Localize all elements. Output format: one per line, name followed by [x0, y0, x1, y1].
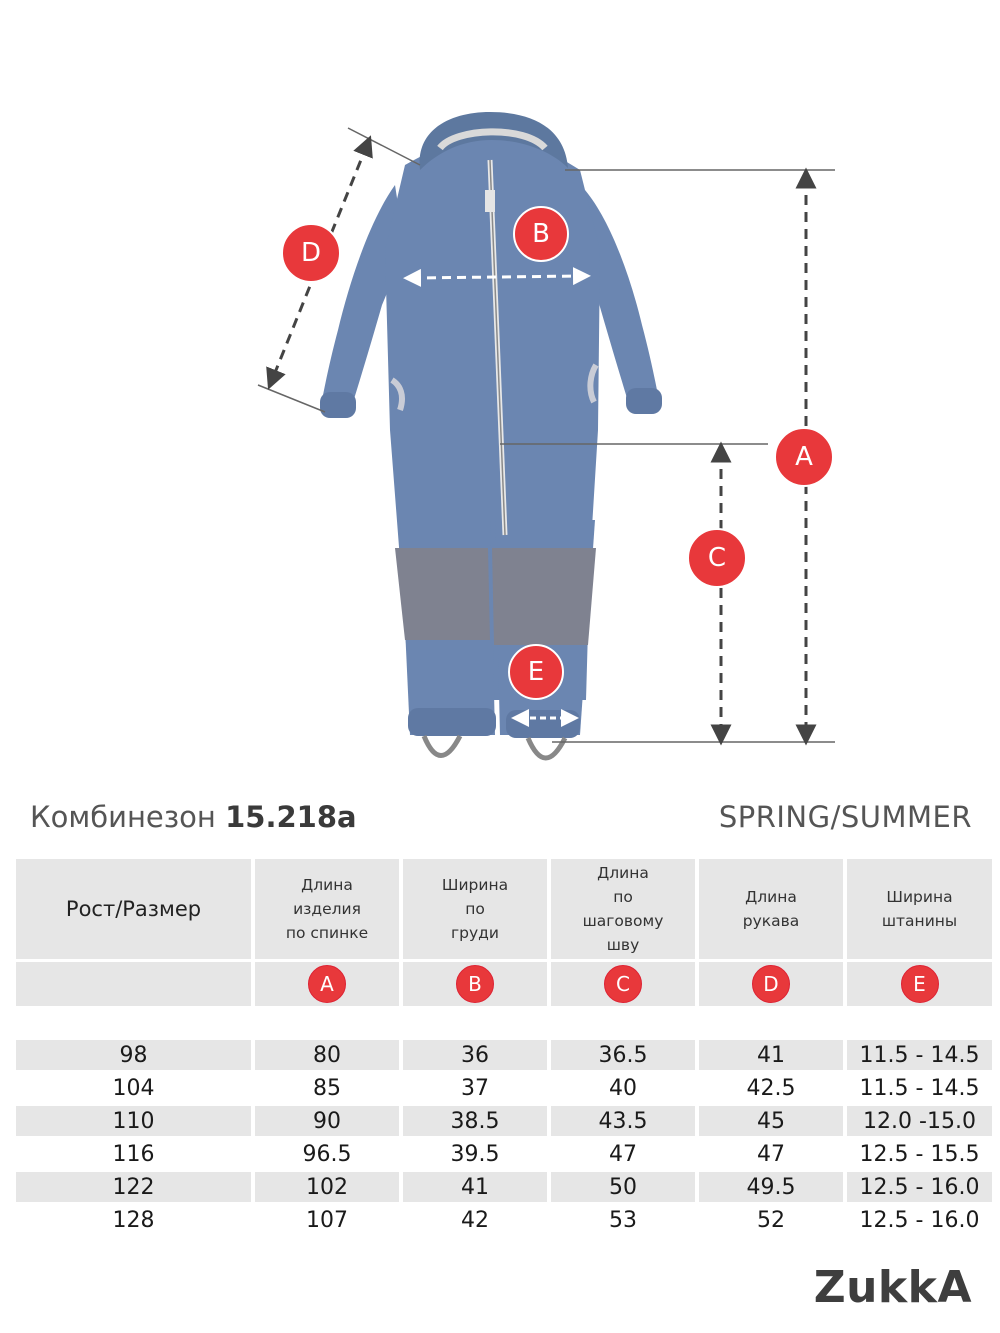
header-sleeve-length: Длина рукава [699, 859, 843, 959]
jumpsuit-illustration [320, 112, 662, 758]
product-name: Комбинезон [30, 800, 216, 834]
product-code: 15.218a [225, 800, 357, 834]
table-row: 122 102 41 50 49.5 12.5 - 16.0 [16, 1172, 992, 1202]
size-chart-table [12, 856, 996, 1238]
letter-badge-b: B [456, 965, 494, 1003]
svg-text:B: B [532, 219, 550, 249]
diagram-badge-d [282, 224, 340, 282]
letter-badge-e: E [901, 965, 939, 1003]
header-leg-width: Ширина штанины [847, 859, 992, 959]
svg-text:C: C [707, 543, 727, 573]
svg-text:E: E [527, 657, 545, 687]
svg-text:A: A [795, 442, 813, 472]
header-back-length: Длина изделия по спинке [255, 859, 399, 959]
letter-badge-c: C [604, 965, 642, 1003]
header-height-size: Рост/Размер [16, 859, 251, 959]
diagram-badge-b [514, 207, 568, 261]
table-letter-row [16, 962, 992, 1006]
table-row: 98 80 36 36.5 41 11.5 - 14.5 [16, 1040, 992, 1070]
brand-logo: ZukkA [813, 1262, 972, 1313]
table-row: 104 85 37 40 42.5 11.5 - 14.5 [112, 1075, 980, 1101]
header-chest-width: Ширина по груди [403, 859, 547, 959]
header-inseam-length: Длина по шаговому шву [551, 859, 695, 959]
diagram-badge-c [688, 529, 746, 587]
product-title [30, 800, 357, 834]
diagram-badge-a [775, 428, 833, 486]
svg-text:D: D [300, 238, 322, 268]
letter-badge-a: A [308, 965, 346, 1003]
letter-badge-d: D [752, 965, 790, 1003]
table-header-row [16, 859, 992, 959]
table-row: 116 96.5 39.5 47 47 12.5 - 15.5 [112, 1141, 980, 1167]
table-row: 128 107 42 53 52 12.5 - 16.0 [112, 1207, 980, 1233]
season-label: SPRING/SUMMER [718, 800, 972, 834]
diagram-badge-e [509, 645, 563, 699]
table-row: 110 90 38.5 43.5 45 12.0 -15.0 [16, 1106, 992, 1136]
